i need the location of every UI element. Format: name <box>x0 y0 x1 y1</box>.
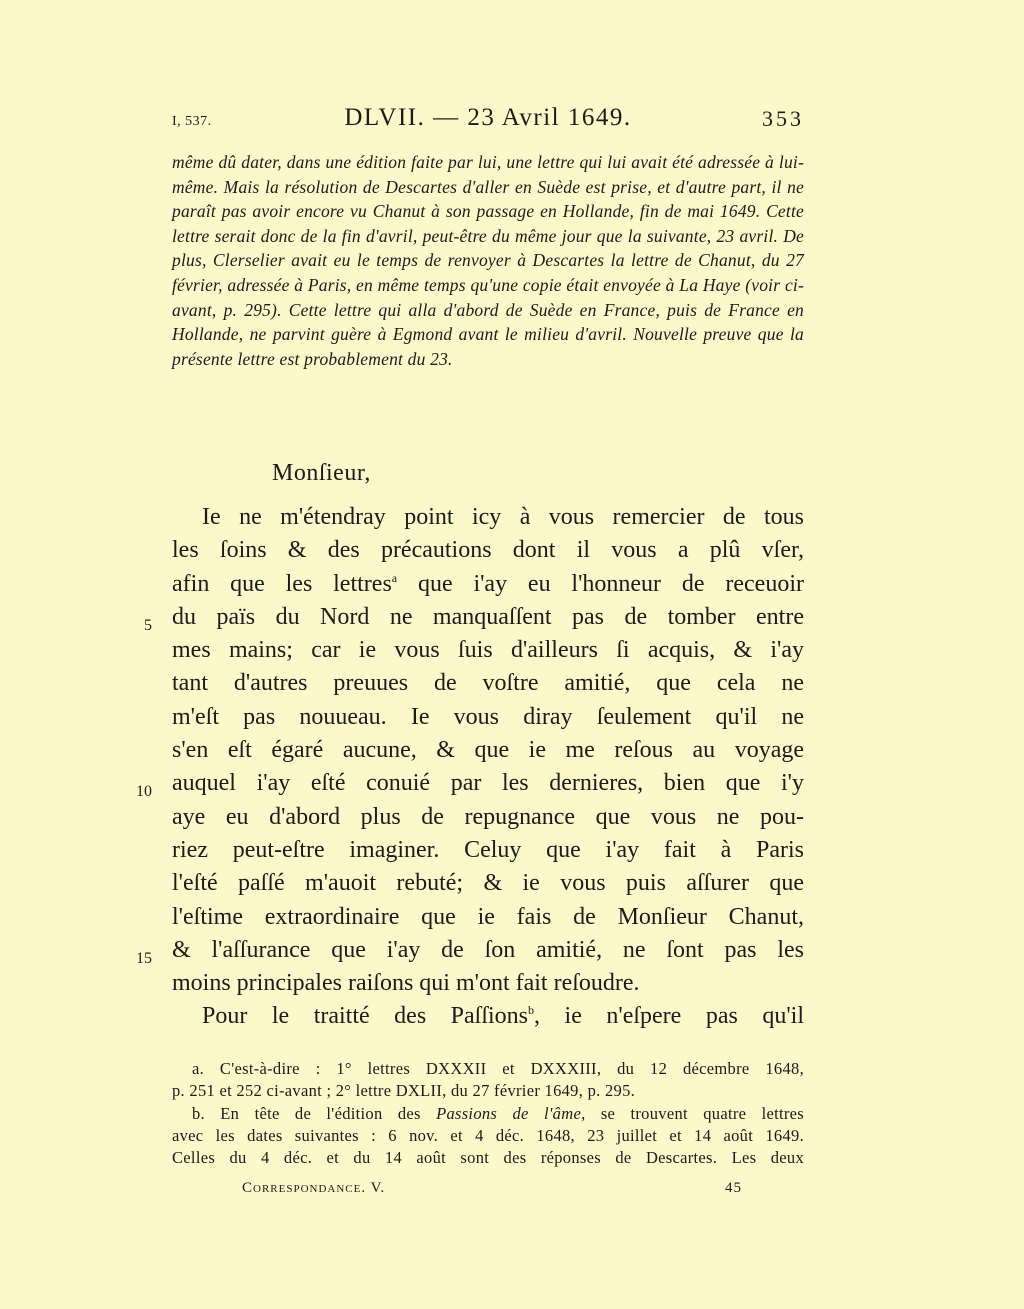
body-line-text: aye eu d'abord plus de repugnance que vous ne pou- <box>172 803 804 830</box>
signature-mark: Correspondance. V. <box>242 1180 386 1196</box>
body-line <box>172 767 804 800</box>
body-line <box>172 934 804 967</box>
salutation: Monſieur, <box>272 460 371 486</box>
sheet-number: 45 <box>725 1180 742 1196</box>
body-line-text: Pour le traitté des Paſſions <box>202 1003 529 1030</box>
footnote-b <box>172 1103 804 1170</box>
footnote-b-line <box>172 1103 804 1125</box>
footnote-b-line: avec les dates suivantes : 6 nov. et 4 déc. 1648, 23 juillet et 14 août 1649. <box>172 1125 804 1145</box>
body-line <box>172 901 804 934</box>
page-number: 353 <box>762 106 804 131</box>
body-line-text: tant d'autres preuues de voſtre amitié, que cela ne <box>172 670 804 697</box>
body-line-text: les ſoins & des précautions dont il vous a plû vſer, <box>172 537 804 564</box>
body-line <box>172 1000 804 1033</box>
body-line-text: que i'ay eu l'honneur de receuoir <box>397 570 804 597</box>
body-line-text: & l'aſſurance que i'ay de ſon amitié, ne ſont pas les <box>172 936 804 963</box>
line-number: 5 <box>144 616 152 634</box>
body-line <box>172 967 804 1000</box>
body-line-text: , ie n'eſpere pas qu'il <box>534 1003 804 1030</box>
body-line <box>172 601 804 634</box>
footnote-b-text: , se trouvent quatre lettres <box>581 1103 804 1123</box>
footnotes <box>172 1058 804 1169</box>
body-line-text: auquel i'ay eſté conuié par les dernieres, bien que i'y <box>172 770 804 797</box>
body-line <box>172 867 804 900</box>
body-line <box>172 534 804 567</box>
running-header <box>172 104 804 136</box>
footnote-b-book-title: Passions de l'âme <box>436 1103 582 1123</box>
footnote-a-line: p. 251 et 252 ci-avant ; 2° lettre DXLII, du 27 février 1649, p. 295. <box>172 1081 636 1101</box>
body-line-text: moins principales raiſons qui m'ont fait reſoudre. <box>172 970 640 997</box>
header-reference: I, 537. <box>172 114 212 129</box>
body-line <box>172 701 804 734</box>
body-line-text: mes mains; car ie vous ſuis d'ailleurs ſi acquis, & i'ay <box>172 637 804 664</box>
editorial-introduction: même dû dater, dans une édition faite par lui, une lettre qui lui avait été adressée à lui-même. Mais la résolution de Descartes d'aller en Suède est prise, et d'autre part, il ne paraît pas avoir encore vu Chanut à son passage en Hollande, fin de mai 1649. Cette lettre serait donc de la fin d'avril, peut-être du même jour que la suivante, 23 avril. De plus, Clerselier avait eu le temps de renvoyer à Descartes la lettre de Chanut, du 27 février, adressée à Paris, en même temps qu'une copie était envoyée à La Haye (voir ci-avant, p. 295). Cette lettre qui alla d'abord de Suède en France, puis de France en Hollande, ne parvint guère à Egmond avant le milieu d'avril. Nouvelle preuve que la présente lettre est probablement du 23. <box>172 152 804 369</box>
footnote-a <box>172 1058 804 1103</box>
line-number: 10 <box>136 783 152 801</box>
page-footer <box>242 1180 742 1204</box>
footnote-b-line: Celles du 4 déc. et du 14 août sont des réponses de Descartes. Les deux <box>172 1148 804 1168</box>
body-line <box>172 801 804 834</box>
body-line <box>172 501 804 534</box>
body-line-text: Ie ne m'étendray point icy à vous remercier de tous <box>202 504 804 530</box>
line-number: 15 <box>136 949 152 967</box>
body-line <box>172 734 804 767</box>
body-line-text: riez peut-eſtre imaginer. Celuy que i'ay fait à Paris <box>172 836 804 863</box>
letter-body <box>136 501 804 1034</box>
footnote-marker: b <box>528 1003 535 1018</box>
body-line <box>172 667 804 700</box>
footnote-marker: a <box>391 570 398 585</box>
body-line <box>172 568 804 601</box>
body-line <box>172 634 804 667</box>
body-line-text: m'eſt pas nouueau. Ie vous diray ſeulement qu'il ne <box>172 703 804 730</box>
body-line-text: du païs du Nord ne manquaſſent pas de tomber entre <box>172 603 804 630</box>
body-line-text: afin que les lettres <box>172 570 392 597</box>
letter-title: DLVII. — 23 Avril 1649. <box>344 104 632 131</box>
body-line-text: s'en eſt égaré aucune, & que ie me reſous au voyage <box>172 737 804 764</box>
body-line <box>172 834 804 867</box>
footnote-b-text: b. En tête de l'édition des <box>192 1103 437 1123</box>
footnote-a-line: a. C'est-à-dire : 1° lettres DXXXII et DXXXIII, du 12 décembre 1648, <box>192 1059 804 1078</box>
body-line-text: l'eſtime extraordinaire que ie fais de Monſieur Chanut, <box>172 903 804 930</box>
body-line-text: l'eſté paſſé m'auoit rebuté; & ie vous puis aſſurer que <box>172 870 804 897</box>
